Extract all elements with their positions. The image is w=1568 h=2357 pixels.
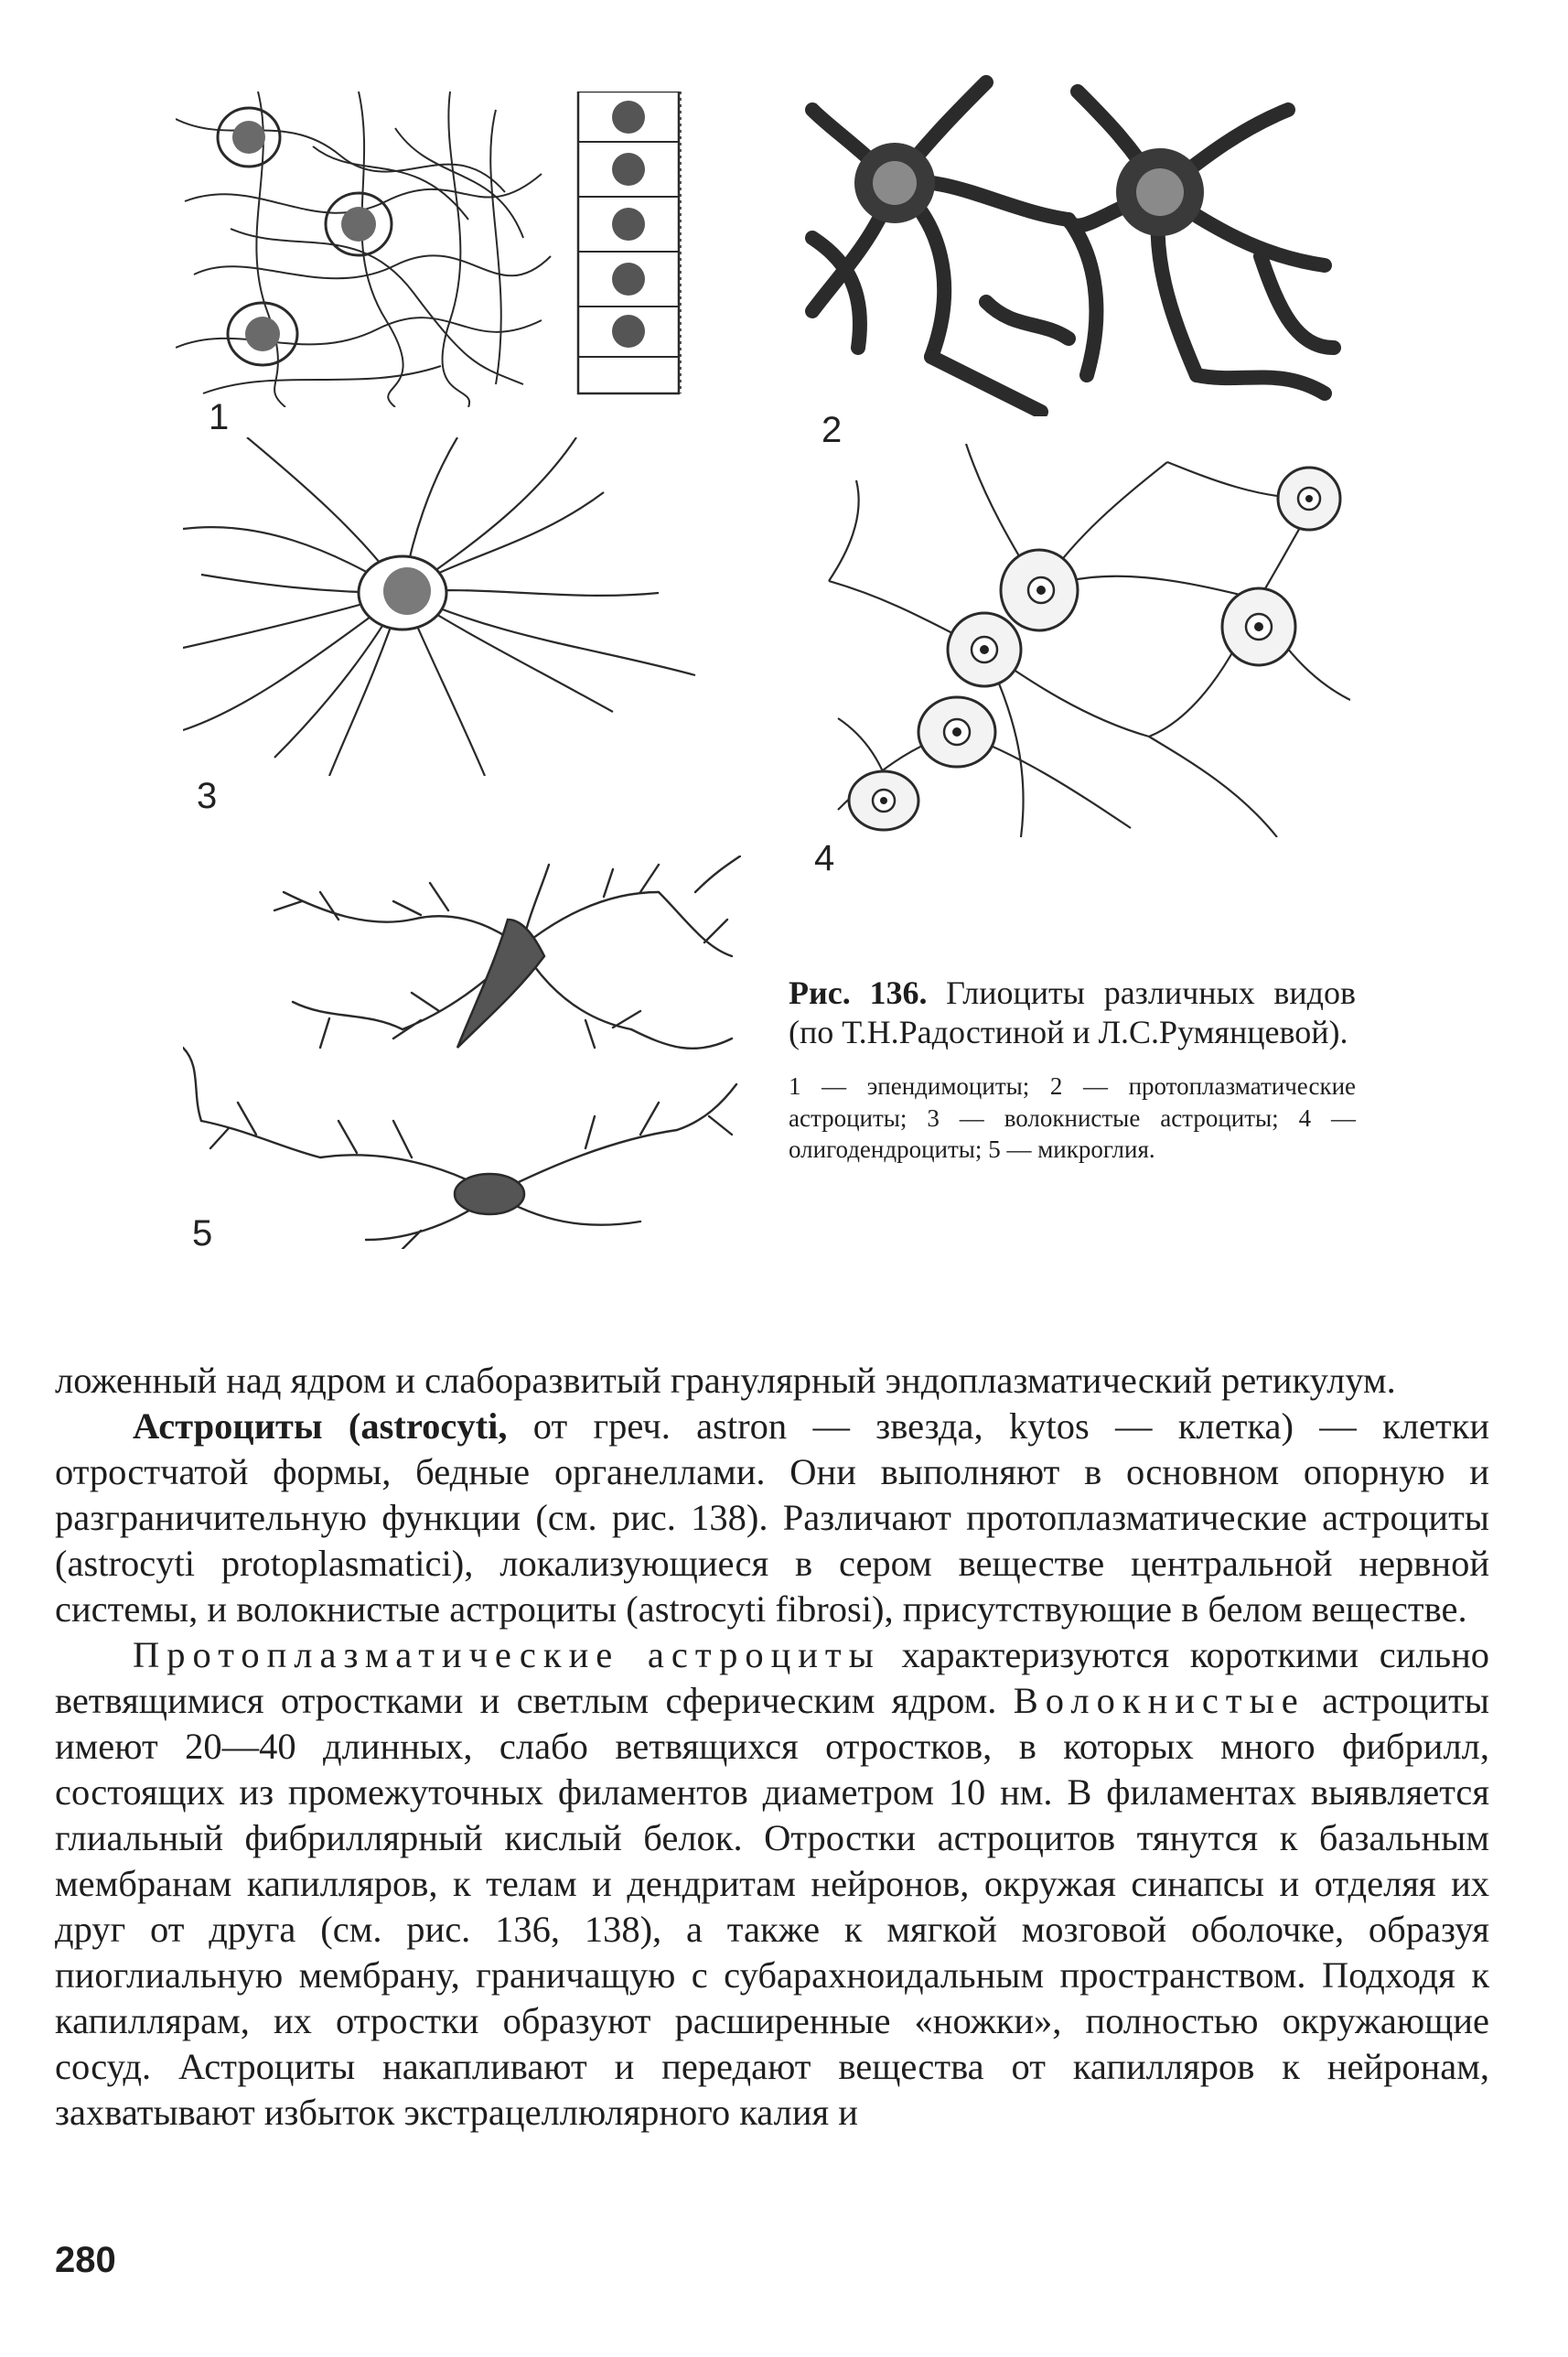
spaced-term-fibrous: Волокнистые	[1013, 1680, 1305, 1722]
term-astrocyti: Астроциты (astrocyti,	[133, 1405, 508, 1448]
paragraph-2-text: от греч. astron — звезда, kytos — клетка) — клетки отростчатой формы, бедные органеллами. Они выполняют в основном опорную и разграничительную функции (см. рис. 138). Различают протоплазматические астроциты (astrocyti protoplasmatici), локализующиеся в сером веществе центральной нервной системы, и волокнистые астроциты (astrocyti fibrosi), присутствующие в белом веществе.	[55, 1405, 1489, 1631]
body-text	[55, 1358, 1489, 2136]
panel-number-4: 4	[814, 838, 835, 878]
panel-number-3: 3	[197, 776, 218, 816]
caption-legend: 1 — эпендимоциты; 2 — протоплазматические астроциты; 3 — волокнистые астроциты; 4 — олигодендроциты; 5 — микроглия.	[789, 1072, 1356, 1164]
paragraph-1: ложенный над ядром и слаборазвитый гранулярный эндоплазматический ретикулум.	[55, 1360, 1396, 1401]
paragraph-3-text-2: астроциты имеют 20—40 длинных, слабо ветвящихся отростков, в которых много фибрилл, состоящих из промежуточных филаментов диаметром 10 нм. В филаментах выявляется глиальный фибриллярный кислый белок. Отростки астроцитов тянутся к базальным мембранам капилляров, к телам и дендритам нейронов, окружая синапсы и отделяя их друг от друга (см. рис. 136, 138), а также к мягкой мозговой оболочке, образуя пиоглиальную мембрану, граничащую с субарахноидальным пространством. Подходя к капиллярам, их отростки образуют расширенные «ножки», полностью окружающие сосуд. Астроциты накапливают и передают вещества от капилляров к нейронам, захватывают избыток экстрацеллюлярного калия и	[55, 1680, 1489, 2134]
paragraph-2	[55, 1404, 1489, 1632]
paragraph-3-text-1: характеризуются короткими сильно ветвящимися отростками и светлым сферическим ядром.	[55, 1634, 1489, 1722]
figure-panel-2-protoplasmic-astrocytes	[803, 73, 1343, 416]
spaced-term-protoplasmic: Протоплазматические астроциты	[133, 1634, 881, 1676]
caption-title	[789, 974, 1356, 1052]
figure-panel-4-oligodendrocytes	[801, 444, 1350, 837]
figure-panel-3-fibrous-astrocytes	[183, 437, 723, 776]
page-number: 280	[55, 2240, 116, 2280]
panel-number-1: 1	[209, 397, 230, 437]
figure-panel-5-microglia	[183, 856, 741, 1249]
caption-label: Рис. 136.	[789, 974, 928, 1011]
panel-number-2: 2	[822, 410, 843, 450]
figure-panel-1-ependymocytes	[176, 91, 688, 407]
figure-caption	[789, 974, 1356, 1166]
paragraph-3	[55, 1632, 1489, 2136]
caption-title-text: Глиоциты различных видов (по Т.Н.Радостиной и Л.С.Румянцевой).	[789, 974, 1356, 1051]
panel-number-5: 5	[192, 1213, 213, 1254]
